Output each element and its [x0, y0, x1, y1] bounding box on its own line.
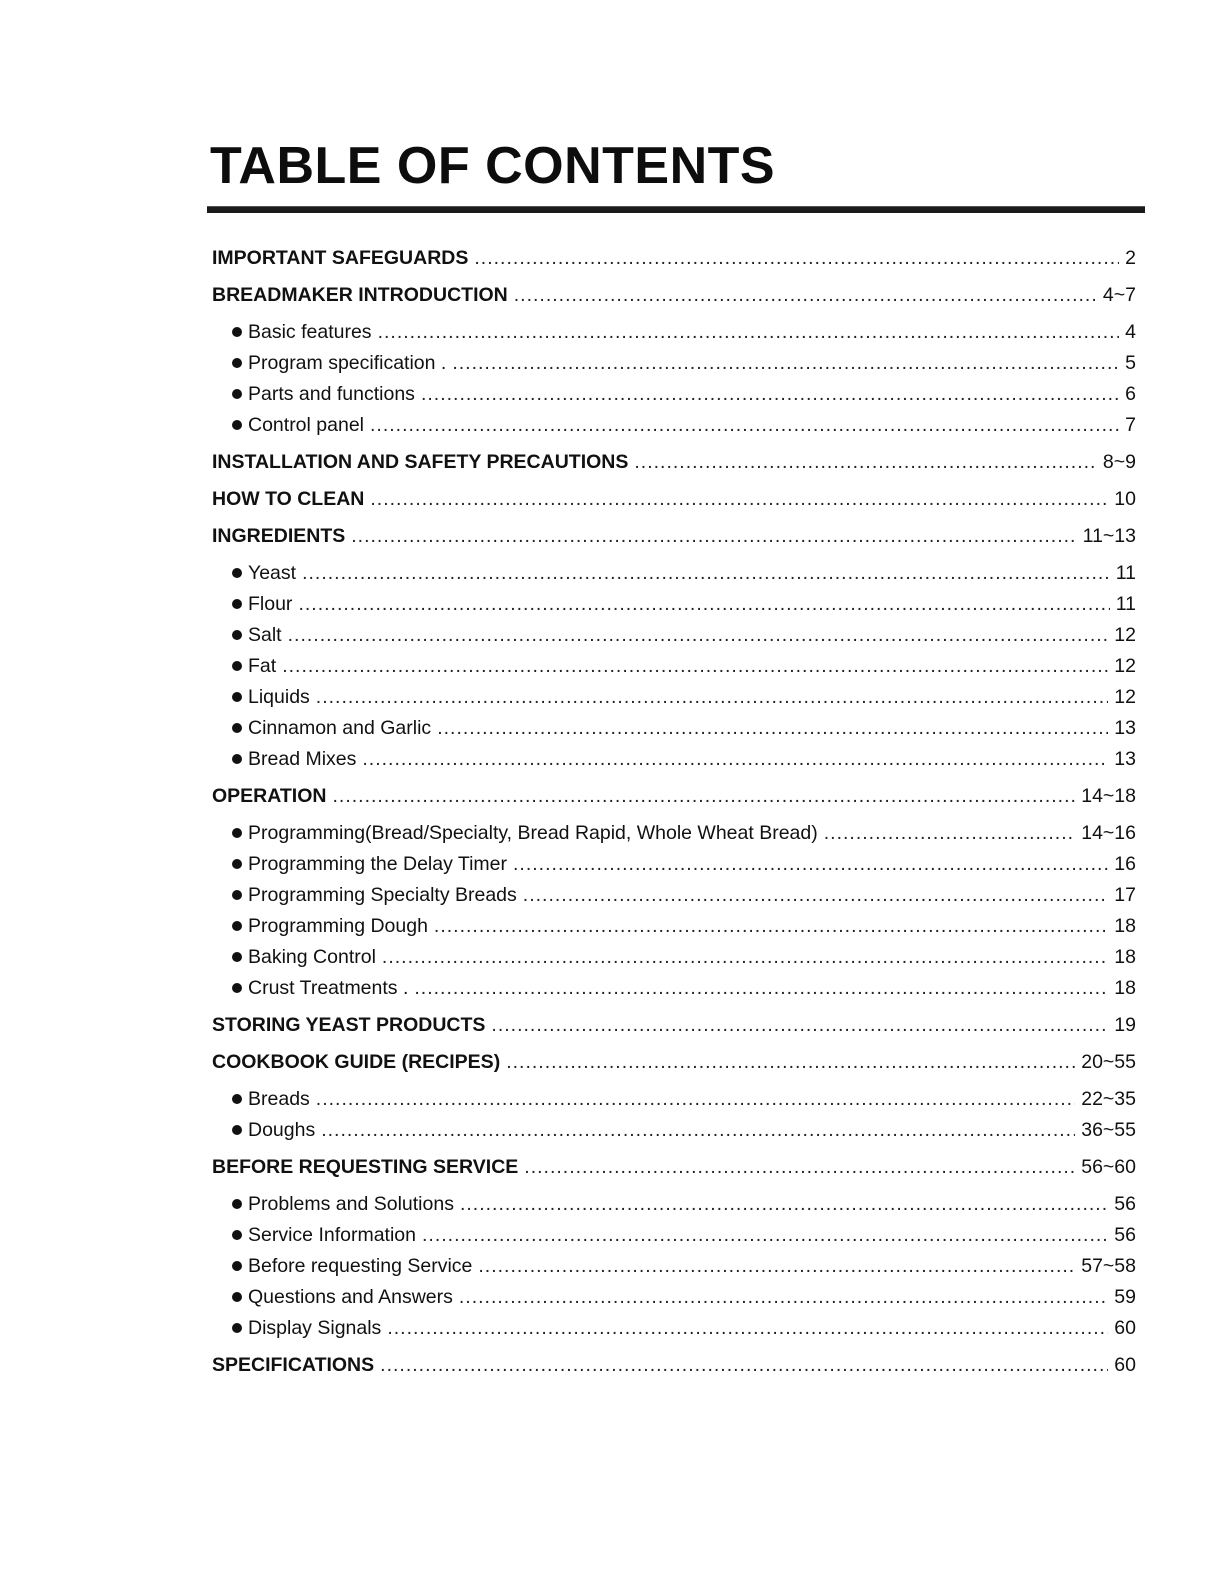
toc-entry-label: [232, 1285, 453, 1309]
dot-leader: [523, 883, 1109, 907]
toc-subsection-entry[interactable]: [212, 976, 1136, 1013]
bullet-icon: [232, 599, 242, 609]
dot-leader: [513, 852, 1108, 876]
toc-entry-text: Programming(Bread/Specialty, Bread Rapid, Whole Wheat Bread): [248, 822, 818, 844]
toc-entry-text: Yeast: [248, 562, 297, 584]
toc-page-number: 11: [1115, 562, 1136, 584]
dot-leader: [332, 784, 1075, 808]
dot-leader: [634, 450, 1097, 474]
dot-leader: [351, 524, 1076, 548]
toc-page-number: 6: [1125, 383, 1136, 405]
toc-entry-label: [232, 685, 310, 709]
dot-leader: [370, 413, 1119, 437]
bullet-icon: [232, 568, 242, 578]
toc-subsection-entry[interactable]: [212, 382, 1136, 413]
toc-entry-text: Liquids: [248, 686, 310, 708]
toc-page-number: 12: [1114, 686, 1136, 708]
toc-page-number: 2: [1125, 247, 1136, 269]
bullet-icon: [232, 723, 242, 733]
toc-entry-label: [232, 852, 507, 876]
toc-entry-label: [232, 1316, 381, 1340]
toc-entry-label: [232, 1254, 472, 1278]
dot-leader: [382, 945, 1108, 969]
toc-page-number: 60: [1114, 1317, 1136, 1339]
dot-leader: [370, 487, 1108, 511]
toc-subsection-entry[interactable]: [212, 561, 1136, 592]
toc-subsection-entry[interactable]: [212, 1254, 1136, 1285]
bullet-icon: [232, 420, 242, 430]
dot-leader: [362, 747, 1108, 771]
toc-entry-label: [212, 450, 628, 474]
toc-section-entry[interactable]: [212, 450, 1136, 487]
bullet-icon: [232, 890, 242, 900]
toc-page-number: 4: [1125, 321, 1136, 343]
toc-page-number: 18: [1114, 977, 1136, 999]
toc-entry-text: COOKBOOK GUIDE (RECIPES): [212, 1051, 501, 1073]
dot-leader: [321, 1118, 1075, 1142]
toc-page-number: 18: [1114, 946, 1136, 968]
toc-entry-label: [212, 487, 364, 511]
toc-subsection-entry[interactable]: [212, 623, 1136, 654]
toc-section-entry[interactable]: [212, 283, 1136, 320]
toc-entry-label: [232, 351, 446, 375]
toc-entry-text: Programming Dough: [248, 915, 428, 937]
toc-entry-text: Breads: [248, 1088, 310, 1110]
toc-page-number: 12: [1114, 655, 1136, 677]
toc-entry-label: [232, 320, 372, 344]
toc-entry-label: [232, 561, 296, 585]
toc-entry-text: SPECIFICATIONS: [212, 1354, 375, 1376]
toc-entry-text: IMPORTANT SAFEGUARDS: [212, 247, 469, 269]
toc-entry-label: [232, 716, 431, 740]
dot-leader: [302, 561, 1110, 585]
dot-leader: [316, 685, 1109, 709]
bullet-icon: [232, 952, 242, 962]
dot-leader: [524, 1155, 1075, 1179]
toc-entry-label: [212, 1353, 374, 1377]
toc-entry-text: Questions and Answers: [248, 1286, 453, 1308]
toc-entry-text: Problems and Solutions: [248, 1193, 454, 1215]
toc-entry-text: Cinnamon and Garlic: [248, 717, 432, 739]
toc-page-number: 14~16: [1081, 822, 1136, 844]
toc-page-number: 13: [1114, 748, 1136, 770]
toc-entry-label: [232, 413, 364, 437]
toc-subsection-entry[interactable]: [212, 747, 1136, 784]
toc-entry-label: [212, 1013, 485, 1037]
toc-page-number: 56: [1114, 1193, 1136, 1215]
toc-entry-text: OPERATION: [212, 785, 327, 807]
toc-page-number: 22~35: [1081, 1088, 1136, 1110]
dot-leader: [288, 623, 1109, 647]
toc-page-number: 60: [1114, 1354, 1136, 1376]
toc-subsection-entry[interactable]: [212, 320, 1136, 351]
bullet-icon: [232, 1323, 242, 1333]
toc-entry-text: Fat: [248, 655, 277, 677]
bullet-icon: [232, 1261, 242, 1271]
toc-subsection-entry[interactable]: [212, 914, 1136, 945]
bullet-icon: [232, 358, 242, 368]
toc-entry-text: BEFORE REQUESTING SERVICE: [212, 1156, 519, 1178]
bullet-icon: [232, 859, 242, 869]
bullet-icon: [232, 1199, 242, 1209]
toc-entry-text: Program specification .: [248, 352, 447, 374]
toc-section-entry[interactable]: [212, 246, 1136, 283]
toc-entry-label: [232, 592, 292, 616]
dot-leader: [282, 654, 1108, 678]
bullet-icon: [232, 828, 242, 838]
toc-page-number: 16: [1114, 853, 1136, 875]
dot-leader: [824, 821, 1075, 845]
dot-leader: [434, 914, 1108, 938]
toc-page-number: 12: [1114, 624, 1136, 646]
bullet-icon: [232, 661, 242, 671]
bullet-icon: [232, 1125, 242, 1135]
toc-entry-label: [232, 382, 415, 406]
toc-entry-text: Display Signals: [248, 1317, 382, 1339]
toc-entry-text: Doughs: [248, 1119, 316, 1141]
dot-leader: [421, 382, 1119, 406]
toc-page-number: 7: [1125, 414, 1136, 436]
toc-entry-label: [232, 976, 408, 1000]
bullet-icon: [232, 630, 242, 640]
toc-subsection-entry[interactable]: [212, 592, 1136, 623]
toc-subsection-entry[interactable]: [212, 654, 1136, 685]
title-rule: [207, 206, 1145, 213]
bullet-icon: [232, 327, 242, 337]
dot-leader: [378, 320, 1120, 344]
toc-entry-label: [232, 945, 376, 969]
toc-subsection-entry[interactable]: [212, 852, 1136, 883]
toc-subsection-entry[interactable]: [212, 685, 1136, 716]
toc-entry-text: Crust Treatments .: [248, 977, 409, 999]
toc-entry-text: Salt: [248, 624, 282, 646]
toc-subsection-entry[interactable]: [212, 1316, 1136, 1353]
toc-page-number: 14~18: [1081, 785, 1136, 807]
toc-subsection-entry[interactable]: [212, 1223, 1136, 1254]
toc-entry-label: [212, 1155, 518, 1179]
toc-entry-text: Programming the Delay Timer: [248, 853, 508, 875]
table-of-contents: [212, 246, 1136, 1390]
dot-leader: [474, 246, 1119, 270]
toc-page-number: 17: [1114, 884, 1136, 906]
toc-page-number: 10: [1114, 488, 1136, 510]
toc-page-number: 59: [1114, 1286, 1136, 1308]
toc-entry-text: Flour: [248, 593, 293, 615]
toc-page-number: 13: [1114, 717, 1136, 739]
toc-subsection-entry[interactable]: [212, 1087, 1136, 1118]
toc-subsection-entry[interactable]: [212, 351, 1136, 382]
toc-entry-label: [212, 1050, 500, 1074]
toc-entry-label: [232, 747, 356, 771]
toc-page-number: 56: [1114, 1224, 1136, 1246]
toc-entry-label: [232, 1087, 310, 1111]
dot-leader: [514, 283, 1097, 307]
page-title: TABLE OF CONTENTS: [210, 137, 776, 195]
bullet-icon: [232, 1230, 242, 1240]
toc-page-number: 18: [1114, 915, 1136, 937]
toc-subsection-entry[interactable]: [212, 821, 1136, 852]
dot-leader: [380, 1353, 1108, 1377]
dot-leader: [422, 1223, 1108, 1247]
toc-entry-text: Parts and functions: [248, 383, 415, 405]
toc-subsection-entry[interactable]: [212, 413, 1136, 450]
toc-entry-text: Service Information: [248, 1224, 416, 1246]
toc-entry-text: INGREDIENTS: [212, 525, 346, 547]
toc-subsection-entry[interactable]: [212, 945, 1136, 976]
bullet-icon: [232, 921, 242, 931]
toc-entry-label: [212, 283, 508, 307]
dot-leader: [459, 1285, 1108, 1309]
dot-leader: [414, 976, 1108, 1000]
toc-page-number: 57~58: [1081, 1255, 1136, 1277]
toc-section-entry[interactable]: [212, 1050, 1136, 1087]
toc-page-number: 5: [1125, 352, 1136, 374]
dot-leader: [437, 716, 1108, 740]
bullet-icon: [232, 692, 242, 702]
dot-leader: [316, 1087, 1075, 1111]
toc-page-number: 56~60: [1081, 1156, 1136, 1178]
toc-subsection-entry[interactable]: [212, 883, 1136, 914]
toc-section-entry[interactable]: [212, 784, 1136, 821]
bullet-icon: [232, 1094, 242, 1104]
dot-leader: [387, 1316, 1108, 1340]
dot-leader: [478, 1254, 1075, 1278]
toc-page-number: 8~9: [1102, 451, 1136, 473]
toc-entry-label: [232, 883, 517, 907]
bullet-icon: [232, 983, 242, 993]
toc-section-entry[interactable]: [212, 1353, 1136, 1390]
toc-entry-label: [232, 1223, 416, 1247]
toc-entry-label: [232, 1192, 454, 1216]
toc-entry-label: [232, 623, 282, 647]
toc-page-number: 20~55: [1081, 1051, 1136, 1073]
toc-subsection-entry[interactable]: [212, 1285, 1136, 1316]
toc-page-number: 11: [1115, 593, 1136, 615]
toc-page-number: 19: [1114, 1014, 1136, 1036]
toc-entry-label: [232, 1118, 315, 1142]
toc-entry-text: Programming Specialty Breads: [248, 884, 517, 906]
toc-entry-text: Bread Mixes: [248, 748, 357, 770]
dot-leader: [452, 351, 1119, 375]
toc-page-number: 36~55: [1081, 1119, 1136, 1141]
bullet-icon: [232, 1292, 242, 1302]
toc-entry-text: Before requesting Service: [248, 1255, 473, 1277]
toc-entry-text: INSTALLATION AND SAFETY PRECAUTIONS: [212, 451, 629, 473]
dot-leader: [491, 1013, 1108, 1037]
toc-subsection-entry[interactable]: [212, 1192, 1136, 1223]
dot-leader: [298, 592, 1109, 616]
toc-section-entry[interactable]: [212, 1155, 1136, 1192]
toc-section-entry[interactable]: [212, 524, 1136, 561]
toc-subsection-entry[interactable]: [212, 1118, 1136, 1155]
toc-entry-text: HOW TO CLEAN: [212, 488, 365, 510]
bullet-icon: [232, 754, 242, 764]
dot-leader: [506, 1050, 1075, 1074]
toc-entry-text: Baking Control: [248, 946, 376, 968]
toc-entry-label: [232, 821, 818, 845]
toc-entry-text: BREADMAKER INTRODUCTION: [212, 284, 508, 306]
toc-section-entry[interactable]: [212, 487, 1136, 524]
toc-entry-text: Basic features: [248, 321, 372, 343]
toc-page-number: 11~13: [1082, 525, 1136, 547]
toc-section-entry[interactable]: [212, 1013, 1136, 1050]
toc-entry-label: [212, 784, 326, 808]
toc-entry-label: [212, 246, 468, 270]
bullet-icon: [232, 389, 242, 399]
toc-entry-text: Control panel: [248, 414, 364, 436]
dot-leader: [460, 1192, 1108, 1216]
toc-entry-text: STORING YEAST PRODUCTS: [212, 1014, 486, 1036]
toc-page-number: 4~7: [1102, 284, 1136, 306]
toc-entry-label: [232, 654, 276, 678]
toc-subsection-entry[interactable]: [212, 716, 1136, 747]
toc-entry-label: [232, 914, 428, 938]
toc-entry-label: [212, 524, 345, 548]
